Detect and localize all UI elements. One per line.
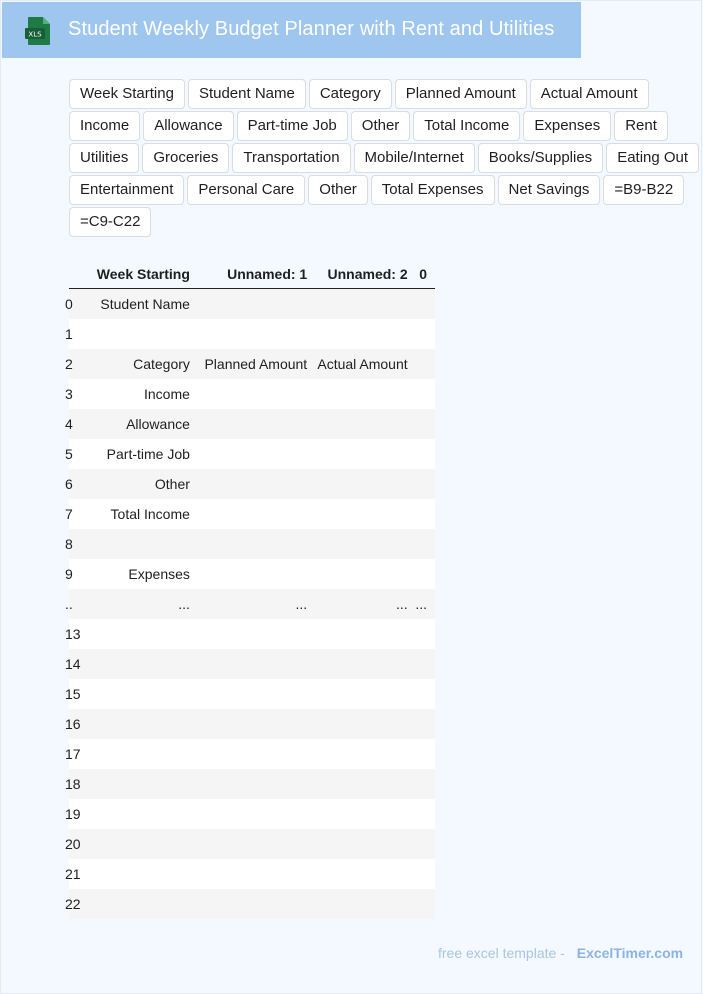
table-row [69, 799, 435, 829]
table-row [69, 679, 435, 709]
column-header: Week Starting [81, 260, 194, 289]
table-cell [81, 889, 194, 919]
field-chip[interactable]: Actual Amount [530, 79, 649, 109]
row-index-label: 13 [65, 626, 81, 642]
table-cell [81, 619, 194, 649]
field-chip[interactable]: =C9-C22 [69, 207, 151, 237]
table-body [65, 289, 435, 920]
table-cell [307, 769, 407, 799]
table-row [69, 409, 435, 439]
table-cell [307, 409, 407, 439]
table-cell [307, 739, 407, 769]
row-index [65, 289, 81, 320]
row-index [65, 409, 81, 439]
table-cell [307, 529, 407, 559]
table-cell [194, 409, 307, 439]
table-cell [307, 379, 407, 409]
field-chip-list [69, 79, 703, 239]
table-cell [307, 679, 407, 709]
column-header: 0 [408, 260, 435, 289]
field-chip[interactable]: Other [351, 111, 411, 141]
table-row [69, 739, 435, 769]
table-cell [81, 709, 194, 739]
table-cell [194, 799, 307, 829]
row-index [65, 859, 81, 889]
table-cell [81, 739, 194, 769]
row-index [65, 589, 81, 619]
table-row [69, 859, 435, 889]
table-cell [307, 709, 407, 739]
row-index-label: 8 [65, 536, 73, 552]
field-chip[interactable]: Eating Out [606, 143, 699, 173]
table-cell [408, 349, 435, 379]
table-cell [408, 439, 435, 469]
row-index [65, 829, 81, 859]
row-index-label: 19 [65, 806, 81, 822]
table-cell [81, 799, 194, 829]
row-index [65, 469, 81, 499]
row-index-label: 17 [65, 746, 81, 762]
table-cell [194, 829, 307, 859]
field-chip[interactable]: Rent [614, 111, 668, 141]
table-cell [408, 829, 435, 859]
table-cell: Student Name [81, 289, 194, 320]
table-cell [194, 319, 307, 349]
table-row [69, 769, 435, 799]
footer-prefix: free excel template - [438, 945, 565, 961]
table-cell [194, 769, 307, 799]
field-chip[interactable]: Week Starting [69, 79, 185, 109]
table-cell [307, 499, 407, 529]
table-row [69, 469, 435, 499]
table-row [69, 559, 435, 589]
table-cell [408, 739, 435, 769]
table-cell [194, 469, 307, 499]
row-index-label: 1 [65, 326, 73, 342]
table-cell [194, 379, 307, 409]
row-index [65, 559, 81, 589]
row-index [65, 619, 81, 649]
row-index-label: .. [65, 596, 73, 612]
table-cell: Allowance [81, 409, 194, 439]
field-chip[interactable]: =B9-B22 [603, 175, 684, 205]
row-index [65, 319, 81, 349]
row-index [65, 379, 81, 409]
table-cell [307, 619, 407, 649]
table-cell [194, 499, 307, 529]
field-chip[interactable]: Allowance [143, 111, 233, 141]
field-chip[interactable]: Total Income [413, 111, 520, 141]
row-index [65, 679, 81, 709]
row-index [65, 529, 81, 559]
table-row [69, 589, 435, 619]
table-cell [194, 439, 307, 469]
field-chip[interactable]: Income [69, 111, 140, 141]
column-header: Unnamed: 1 [194, 260, 307, 289]
table-cell: ... [194, 589, 307, 619]
field-chip[interactable]: Entertainment [69, 175, 184, 205]
table-row [69, 439, 435, 469]
table-cell: Actual Amount [307, 349, 407, 379]
table-cell: ... [81, 589, 194, 619]
table-cell [408, 649, 435, 679]
table-cell [81, 859, 194, 889]
row-index [65, 649, 81, 679]
table-cell [307, 859, 407, 889]
table-cell: Category [81, 349, 194, 379]
table-row [69, 349, 435, 379]
row-index-label: 5 [65, 446, 73, 462]
table-cell [307, 289, 407, 320]
table-cell [81, 769, 194, 799]
table-cell [194, 619, 307, 649]
row-index-label: 22 [65, 896, 81, 912]
row-index-label: 15 [65, 686, 81, 702]
table-cell: ... [307, 589, 407, 619]
table-cell: Income [81, 379, 194, 409]
row-index-label: 9 [65, 566, 73, 582]
table-cell [408, 289, 435, 320]
field-chip[interactable]: Personal Care [187, 175, 305, 205]
row-index [65, 349, 81, 379]
field-chip[interactable]: Other [308, 175, 368, 205]
field-chip[interactable]: Part-time Job [237, 111, 348, 141]
table-cell [408, 379, 435, 409]
table-cell: Expenses [81, 559, 194, 589]
table-cell [81, 679, 194, 709]
table-cell [307, 439, 407, 469]
table-cell [408, 529, 435, 559]
table-cell [194, 649, 307, 679]
table-cell [81, 649, 194, 679]
table-cell [81, 319, 194, 349]
data-preview-table [65, 260, 435, 919]
field-chip[interactable]: Mobile/Internet [354, 143, 475, 173]
table-cell [408, 319, 435, 349]
row-index-label: 21 [65, 866, 81, 882]
table-cell [408, 409, 435, 439]
table-row [69, 829, 435, 859]
row-index [65, 709, 81, 739]
row-index [65, 799, 81, 829]
table-row [69, 499, 435, 529]
table-cell [408, 679, 435, 709]
field-chip[interactable]: Expenses [523, 111, 611, 141]
row-index [65, 889, 81, 919]
table-row [69, 709, 435, 739]
row-index-label: 3 [65, 386, 73, 402]
table-cell [81, 529, 194, 559]
table-cell: Part-time Job [81, 439, 194, 469]
page-title: Student Weekly Budget Planner with Rent and Utilities [68, 18, 555, 40]
table-cell [408, 769, 435, 799]
field-chip[interactable]: Student Name [188, 79, 306, 109]
table-cell [81, 829, 194, 859]
row-index-label: 18 [65, 776, 81, 792]
row-index-label: 6 [65, 476, 73, 492]
row-index-label: 7 [65, 506, 73, 522]
table-cell [408, 619, 435, 649]
table-cell [408, 499, 435, 529]
table-row [69, 289, 435, 320]
table-cell [307, 649, 407, 679]
table-cell [408, 469, 435, 499]
field-chip[interactable]: Total Expenses [371, 175, 495, 205]
table-row [69, 889, 435, 919]
table-row [69, 649, 435, 679]
table-row [69, 619, 435, 649]
column-header [69, 260, 81, 289]
table-cell [307, 799, 407, 829]
table-cell [194, 889, 307, 919]
field-chip[interactable]: Utilities [69, 143, 139, 173]
table-cell [194, 709, 307, 739]
table-cell: Other [81, 469, 194, 499]
footer-brand-link[interactable]: ExcelTimer.com [576, 945, 684, 961]
excel-file-icon [24, 16, 52, 46]
table-cell [307, 469, 407, 499]
field-chip[interactable]: Groceries [142, 143, 229, 173]
table-cell [194, 859, 307, 889]
table-cell: ... [408, 589, 435, 619]
row-index-label: 2 [65, 356, 73, 372]
row-index-label: 0 [65, 296, 73, 312]
field-chip[interactable]: Transportation [232, 143, 350, 173]
field-chip[interactable]: Net Savings [498, 175, 601, 205]
table-cell [307, 559, 407, 589]
table-cell [408, 859, 435, 889]
row-index-label: 16 [65, 716, 81, 732]
row-index [65, 499, 81, 529]
row-index [65, 439, 81, 469]
table-cell: Planned Amount [194, 349, 307, 379]
row-index-label: 4 [65, 416, 73, 432]
table-cell [408, 889, 435, 919]
xls-icon-label: XLS [28, 30, 42, 39]
column-header: Unnamed: 2 [307, 260, 407, 289]
table-cell [194, 679, 307, 709]
row-index [65, 769, 81, 799]
row-index [65, 739, 81, 769]
table-cell [194, 529, 307, 559]
table-cell [408, 559, 435, 589]
table-cell [408, 709, 435, 739]
table-cell [307, 889, 407, 919]
table-row [69, 379, 435, 409]
field-chip[interactable]: Books/Supplies [478, 143, 603, 173]
footer-credit [438, 945, 683, 961]
table-cell [408, 799, 435, 829]
field-chip[interactable]: Planned Amount [395, 79, 527, 109]
table-row [69, 529, 435, 559]
table-cell [194, 289, 307, 320]
row-index-label: 14 [65, 656, 81, 672]
table-cell [194, 739, 307, 769]
row-index-label: 20 [65, 836, 81, 852]
table-row [69, 319, 435, 349]
table-header-row [69, 260, 435, 289]
table-cell [307, 829, 407, 859]
field-chip[interactable]: Category [309, 79, 392, 109]
title-banner [2, 2, 581, 58]
table-cell [194, 559, 307, 589]
table-cell [307, 319, 407, 349]
table-cell: Total Income [81, 499, 194, 529]
